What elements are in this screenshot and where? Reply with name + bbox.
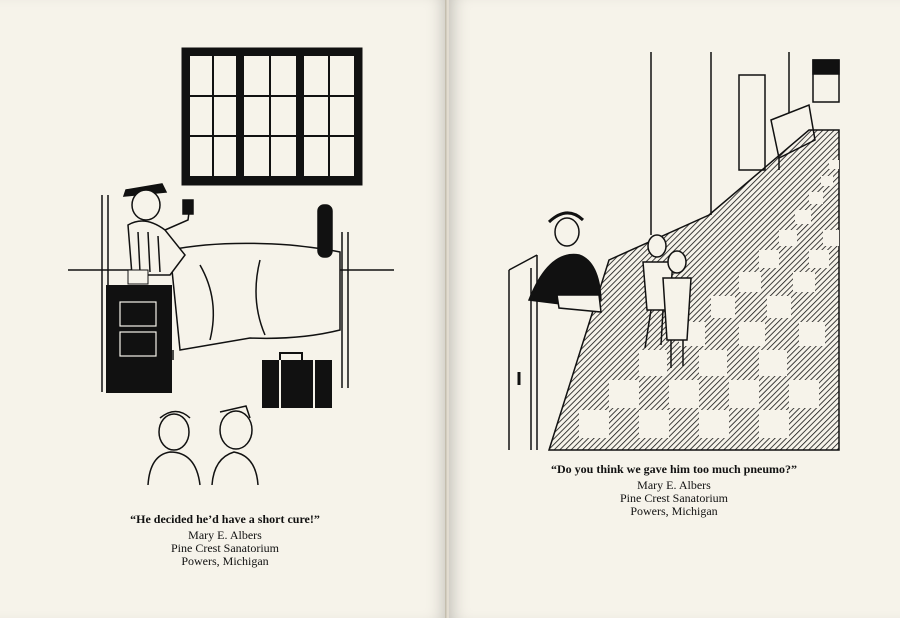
left-credit-name: Mary E. Albers [188, 528, 262, 542]
hallway-cartoon [449, 0, 900, 618]
nightstand-drawing [106, 270, 172, 393]
right-credit-name: Mary E. Albers [637, 478, 711, 492]
nurses-drawing [148, 406, 258, 485]
right-page [449, 0, 900, 618]
left-credit-location: Powers, Michigan [181, 554, 269, 568]
right-credit-institution: Pine Crest Sanatorium [620, 491, 728, 505]
window-drawing [182, 48, 362, 185]
left-credit [125, 529, 325, 568]
left-page [0, 0, 447, 618]
left-caption: “He decided he’d have a short cure!” [130, 512, 320, 526]
right-credit [574, 479, 774, 518]
right-credit-location: Powers, Michigan [630, 504, 718, 518]
suitcase-drawing [262, 353, 332, 408]
right-caption: “Do you think we gave him too much pneumo?” [550, 462, 798, 476]
left-credit-institution: Pine Crest Sanatorium [171, 541, 279, 555]
